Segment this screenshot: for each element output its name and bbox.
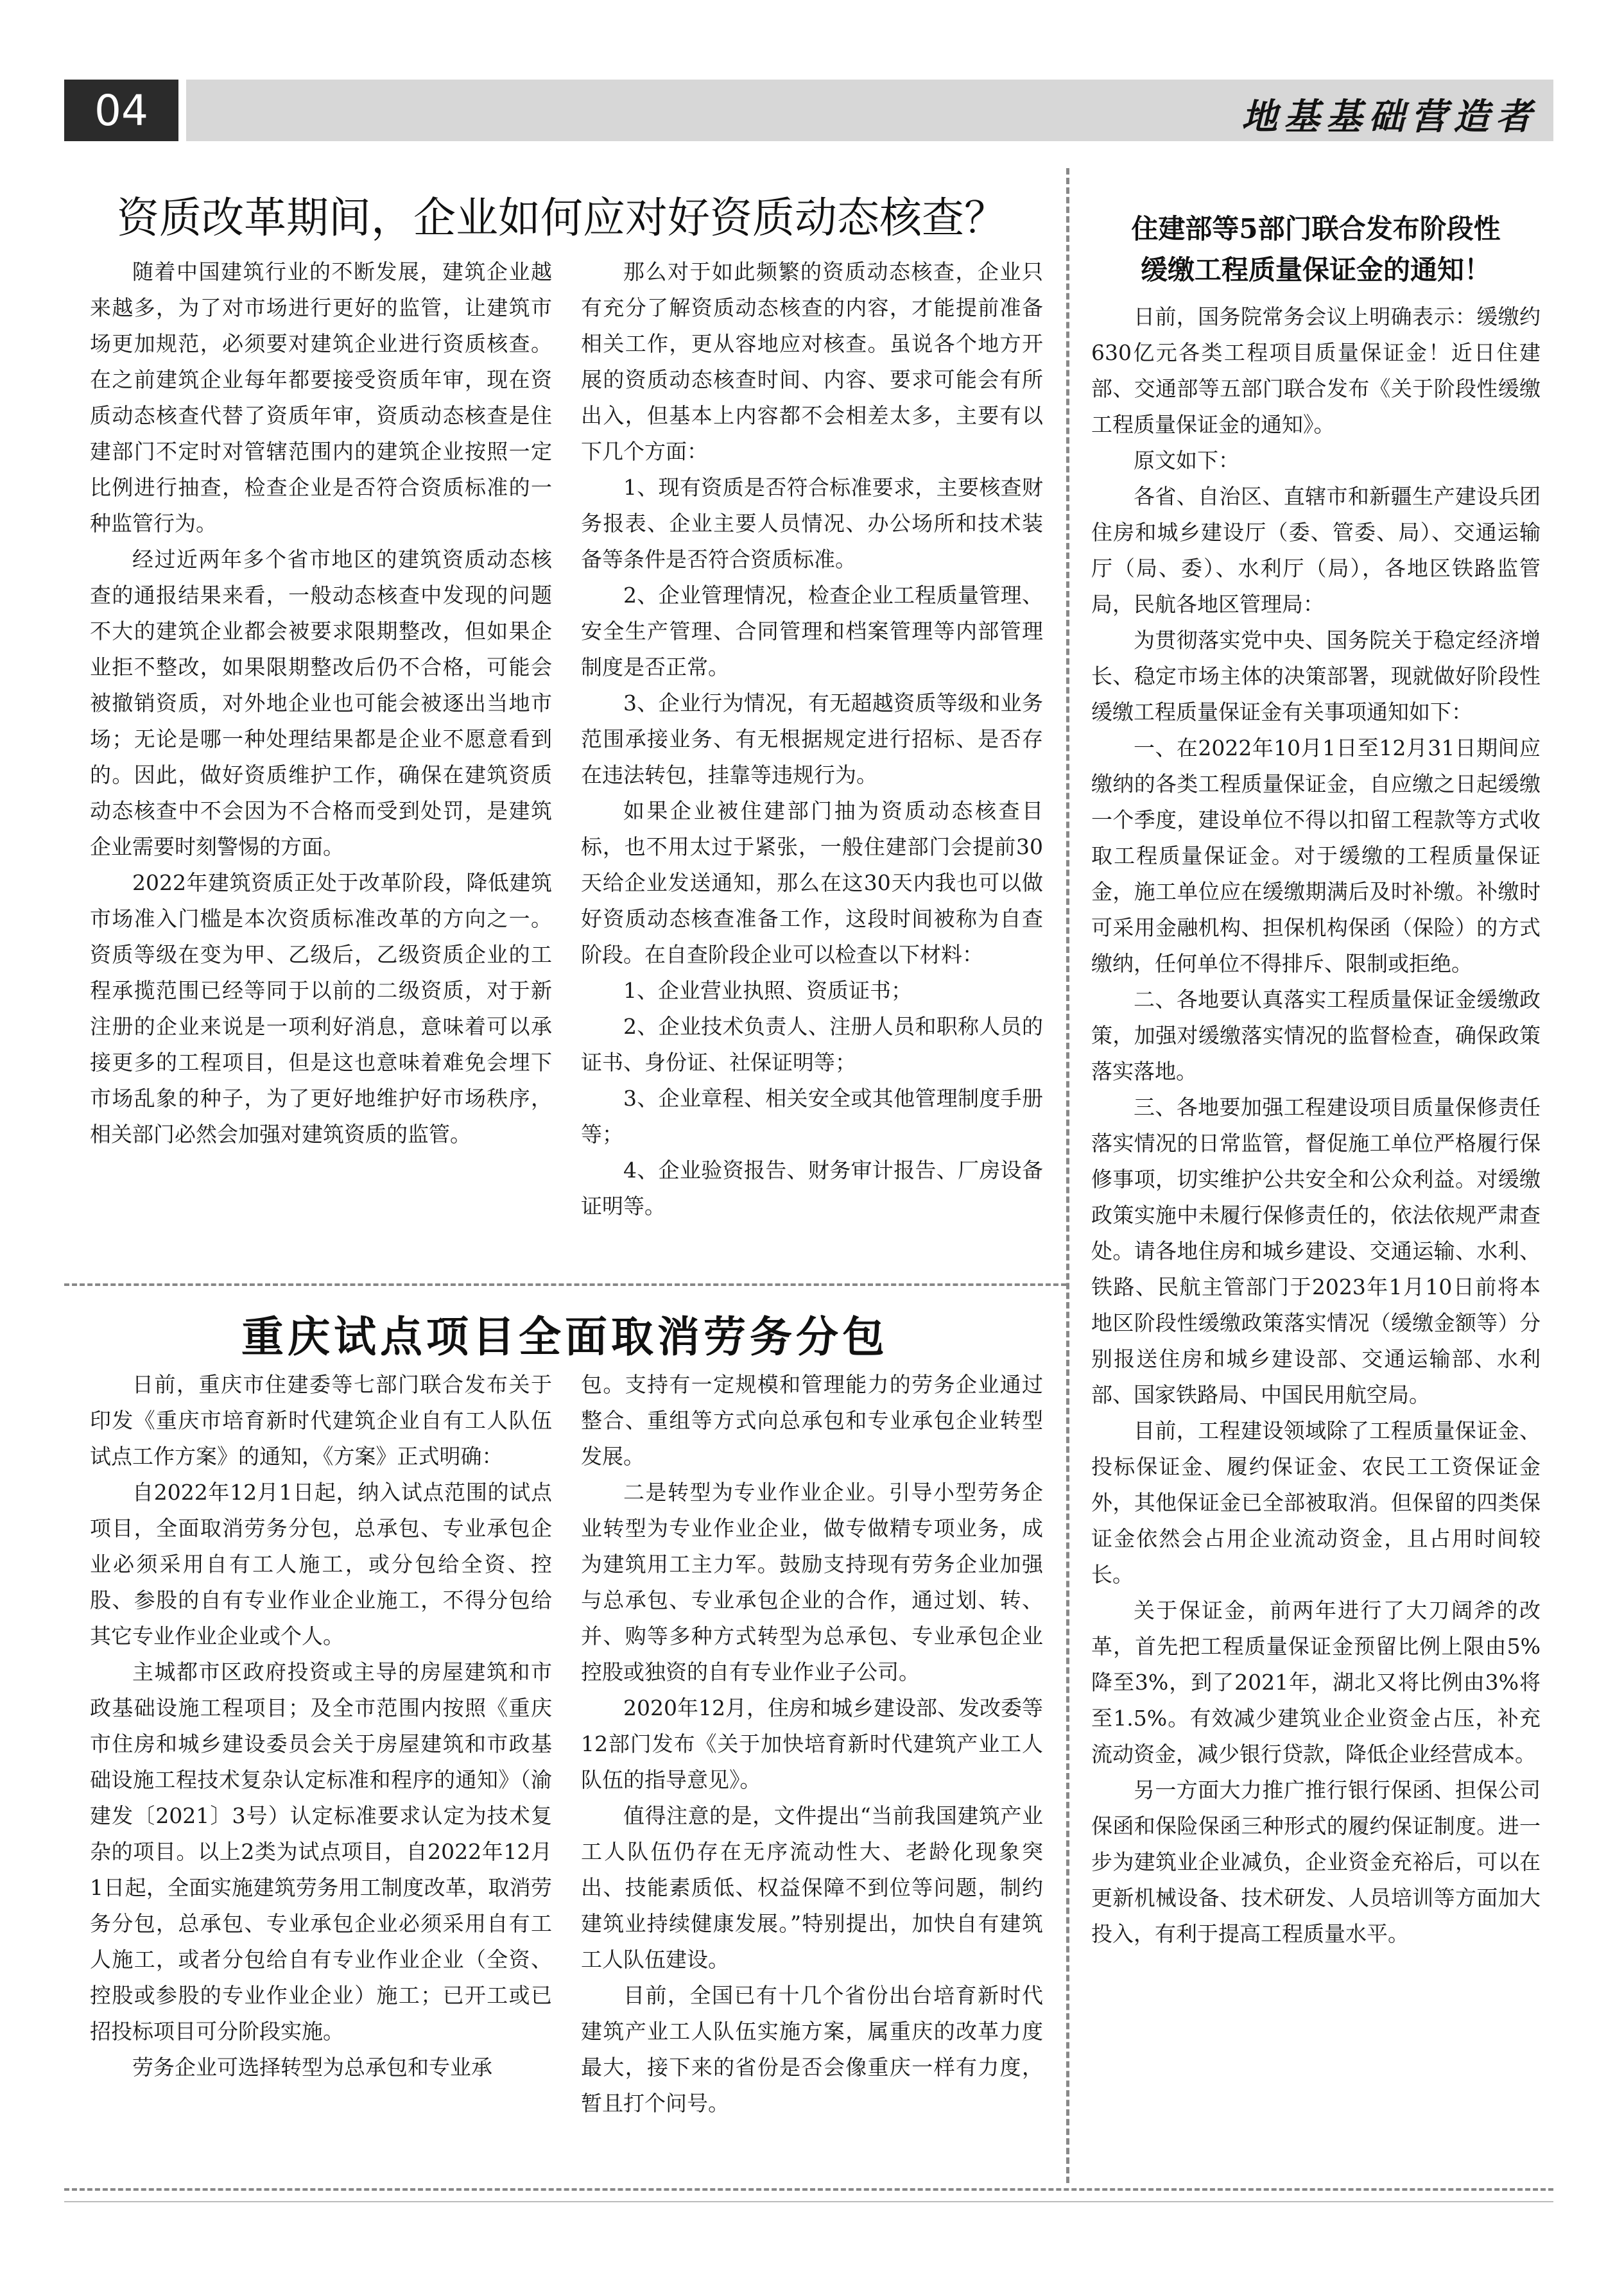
paragraph: 目前，全国已有十几个省份出台培育新时代建筑产业工人队伍实施方案，属重庆的改革力度最大，接下来的省份是否会像重庆一样有力度，暂且打个问号。 xyxy=(581,1983,1043,2116)
article-divider xyxy=(64,1283,1066,1286)
article3-title-line2: 缓缴工程质量保证金的通知！ xyxy=(1140,254,1491,286)
paragraph: 目前，工程建设领域除了工程质量保证金、投标保证金、履约保证金、农民工工资保证金外，其他保证金已全部被取消。但保留的四类保证金依然会占用企业流动资金，且占用时间较长。 xyxy=(1091,1418,1541,1587)
article3-title-line1: 住建部等5部门联合发布阶段性 xyxy=(1131,213,1501,244)
paragraph: 2、企业技术负责人、注册人员和职称人员的证书、身份证、社保证明等； xyxy=(581,1014,1043,1075)
paragraph: 1、现有资质是否符合标准要求，主要核查财务报表、企业主要人员情况、办公场所和技术装备等条件是否符合资质标准。 xyxy=(581,475,1043,572)
paragraph: 如果企业被住建部门抽为资质动态核查目标，也不用太过于紧张，一般住建部门会提前30天给企业发送通知，那么在这30天内我也可以做好资质动态核查准备工作，这段时间被称为自查阶段。在自查阶段企业可以检查以下材料： xyxy=(581,798,1043,967)
masthead: 地基基础营造者 xyxy=(1241,96,1538,138)
paragraph: 4、企业验资报告、财务审计报告、厂房设备证明等。 xyxy=(581,1158,1043,1219)
paragraph: 1、企业营业执照、资质证书； xyxy=(623,978,912,1003)
article2-column1 xyxy=(90,1367,552,2086)
article1-column1 xyxy=(90,254,552,1152)
paragraph: 关于保证金，前两年进行了大刀阔斧的改革，首先把工程质量保证金预留比例上限由5%降至3%，到了2021年，湖北又将比例由3%将至1.5%。有效减少建筑业企业资金占压，补充流动资金，减少银行贷款，降低企业经营成本。 xyxy=(1091,1598,1541,1767)
footer-divider xyxy=(64,2188,1553,2191)
paragraph: 3、企业行为情况，有无超越资质等级和业务范围承接业务、有无根据规定进行招标、是否存在违法转包，挂靠等违规行为。 xyxy=(581,690,1043,787)
paragraph: 随着中国建筑行业的不断发展，建筑企业越来越多，为了对市场进行更好的监管，让建筑市场更加规范，必须要对建筑企业进行资质核查。在之前建筑企业每年都要接受资质年审，现在资质动态核查代替了资质年审，资质动态核查是住建部门不定时对管辖范围内的建筑企业按照一定比例进行抽查，检查企业是否符合资质标准的一种监管行为。 xyxy=(90,259,552,536)
article1-column2 xyxy=(581,254,1043,1224)
paragraph: 自2022年12月1日起，纳入试点范围的试点项目，全面取消劳务分包，总承包、专业承包企业必须采用自有工人施工，或分包给全资、控股、参股的自有专业作业企业施工，不得分包给其它专业作业企业或个人。 xyxy=(90,1480,552,1649)
column-divider xyxy=(1066,168,1069,2183)
paragraph: 二、各地要认真落实工程质量保证金缓缴政策，加强对缓缴落实情况的监督检查，确保政策落实落地。 xyxy=(1091,987,1541,1084)
paragraph: 主城都市区政府投资或主导的房屋建筑和市政基础设施工程项目；及全市范围内按照《重庆市住房和城乡建设委员会关于房屋建筑和市政基础设施工程技术复杂认定标准和程序的通知》（渝建发〔2021〕3号）认定标准要求认定为技术复杂的项目。以上2类为试点项目，自2022年12月1日起，全面实施建筑劳务用工制度改革，取消劳务分包，总承包、专业承包企业必须采用自有工人施工，或者分包给自有专业作业企业（全资、控股或参股的专业作业企业）施工；已开工或已招投标项目可分阶段实施。 xyxy=(90,1659,552,2044)
article2-column2 xyxy=(581,1367,1043,2121)
article3-title xyxy=(1078,209,1553,291)
paragraph: 二是转型为专业作业企业。引导小型劳务企业转型为专业作业企业，做专做精专项业务，成为建筑用工主力军。鼓励支持现有劳务企业加强与总承包、专业承包企业的合作，通过划、转、并、购等多种方式转型为总承包、专业承包企业控股或独资的自有专业作业子公司。 xyxy=(581,1480,1043,1684)
paragraph: 经过近两年多个省市地区的建筑资质动态核查的通报结果来看，一般动态核查中发现的问题不大的建筑企业都会被要求限期整改，但如果企业拒不整改，如果限期整改后仍不合格，可能会被撤销资质，对外地企业也可能会被逐出当地市场；无论是哪一种处理结果都是企业不愿意看到的。因此，做好资质维护工作，确保在建筑资质动态核查中不会因为不合格而受到处罚，是建筑企业需要时刻警惕的方面。 xyxy=(90,547,552,859)
paragraph: 劳务企业可选择转型为总承包和专业承 xyxy=(132,2055,492,2080)
paragraph: 日前，国务院常务会议上明确表示：缓缴约630亿元各类工程项目质量保证金！近日住建部、交通部等五部门联合发布《关于阶段性缓缴工程质量保证金的通知》。 xyxy=(1091,304,1541,437)
paragraph: 各省、自治区、直辖市和新疆生产建设兵团住房和城乡建设厅（委、管委、局）、交通运输厅（局、委）、水利厅（局），各地区铁路监管局，民航各地区管理局： xyxy=(1091,484,1541,617)
paragraph: 日前，重庆市住建委等七部门联合发布关于印发《重庆市培育新时代建筑企业自有工人队伍试点工作方案》的通知，《方案》正式明确： xyxy=(90,1372,552,1469)
article2-title: 重庆试点项目全面取消劳务分包 xyxy=(241,1312,888,1362)
paragraph: 2020年12月，住房和城乡建设部、发改委等12部门发布《关于加快培育新时代建筑产业工人队伍的指导意见》。 xyxy=(581,1695,1043,1792)
article1-title: 资质改革期间，企业如何应对好资质动态核查？ xyxy=(117,193,1006,243)
paragraph: 三、各地要加强工程建设项目质量保修责任落实情况的日常监管，督促施工单位严格履行保修事项，切实维护公共安全和公众利益。对缓缴政策实施中未履行保修责任的，依法依规严肃查处。请各地住房和城乡建设、交通运输、水利、铁路、民航主管部门于2023年1月10日前将本地区阶段性缓缴政策落实情况（缓缴金额等）分别报送住房和城乡建设部、交通运输部、水利部、国家铁路局、中国民用航空局。 xyxy=(1091,1095,1541,1407)
paragraph: 原文如下： xyxy=(1134,448,1239,473)
article3-body xyxy=(1091,299,1541,1952)
paragraph: 另一方面大力推广推行银行保函、担保公司保函和保险保函三种形式的履约保证制度。进一步为建筑业企业减负，企业资金充裕后，可以在更新机械设备、技术研发、人员培训等方面加大投入，有利于提高工程质量水平。 xyxy=(1091,1778,1541,1946)
paragraph: 值得注意的是，文件提出“当前我国建筑产业工人队伍仍存在无序流动性大、老龄化现象突出、技能素质低、权益保障不到位等问题，制约建筑业持续健康发展。”特别提出，加快自有建筑工人队伍建设。 xyxy=(581,1803,1043,1972)
paragraph: 包。支持有一定规模和管理能力的劳务企业通过整合、重组等方式向总承包和专业承包企业转型发展。 xyxy=(581,1372,1043,1469)
page-number: 04 xyxy=(64,80,178,141)
footer-rule xyxy=(64,2201,1553,2202)
paragraph: 一、在2022年10月1日至12月31日期间应缴纳的各类工程质量保证金，自应缴之日起缓缴一个季度，建设单位不得以扣留工程款等方式收取工程质量保证金。对于缓缴的工程质量保证金，施工单位应在缓缴期满后及时补缴。补缴时可采用金融机构、担保机构保函（保险）的方式缴纳，任何单位不得排斥、限制或拒绝。 xyxy=(1091,735,1541,976)
paragraph: 那么对于如此频繁的资质动态核查，企业只有充分了解资质动态核查的内容，才能提前准备相关工作，更从容地应对核查。虽说各个地方开展的资质动态核查时间、内容、要求可能会有所出入，但基本上内容都不会相差太多，主要有以下几个方面： xyxy=(581,259,1043,464)
paragraph: 2022年建筑资质正处于改革阶段，降低建筑市场准入门槛是本次资质标准改革的方向之一。资质等级在变为甲、乙级后，乙级资质企业的工程承揽范围已经等同于以前的二级资质，对于新注册的企业来说是一项利好消息，意味着可以承接更多的工程项目，但是这也意味着难免会埋下市场乱象的种子，为了更好地维护好市场秩序，相关部门必然会加强对建筑资质的监管。 xyxy=(90,870,552,1147)
paragraph: 为贯彻落实党中央、国务院关于稳定经济增长、稳定市场主体的决策部署，现就做好阶段性缓缴工程质量保证金有关事项通知如下： xyxy=(1091,628,1541,724)
paragraph: 2、企业管理情况，检查企业工程质量管理、安全生产管理、合同管理和档案管理等内部管理制度是否正常。 xyxy=(581,583,1043,680)
paragraph: 3、企业章程、相关安全或其他管理制度手册等； xyxy=(581,1086,1043,1147)
